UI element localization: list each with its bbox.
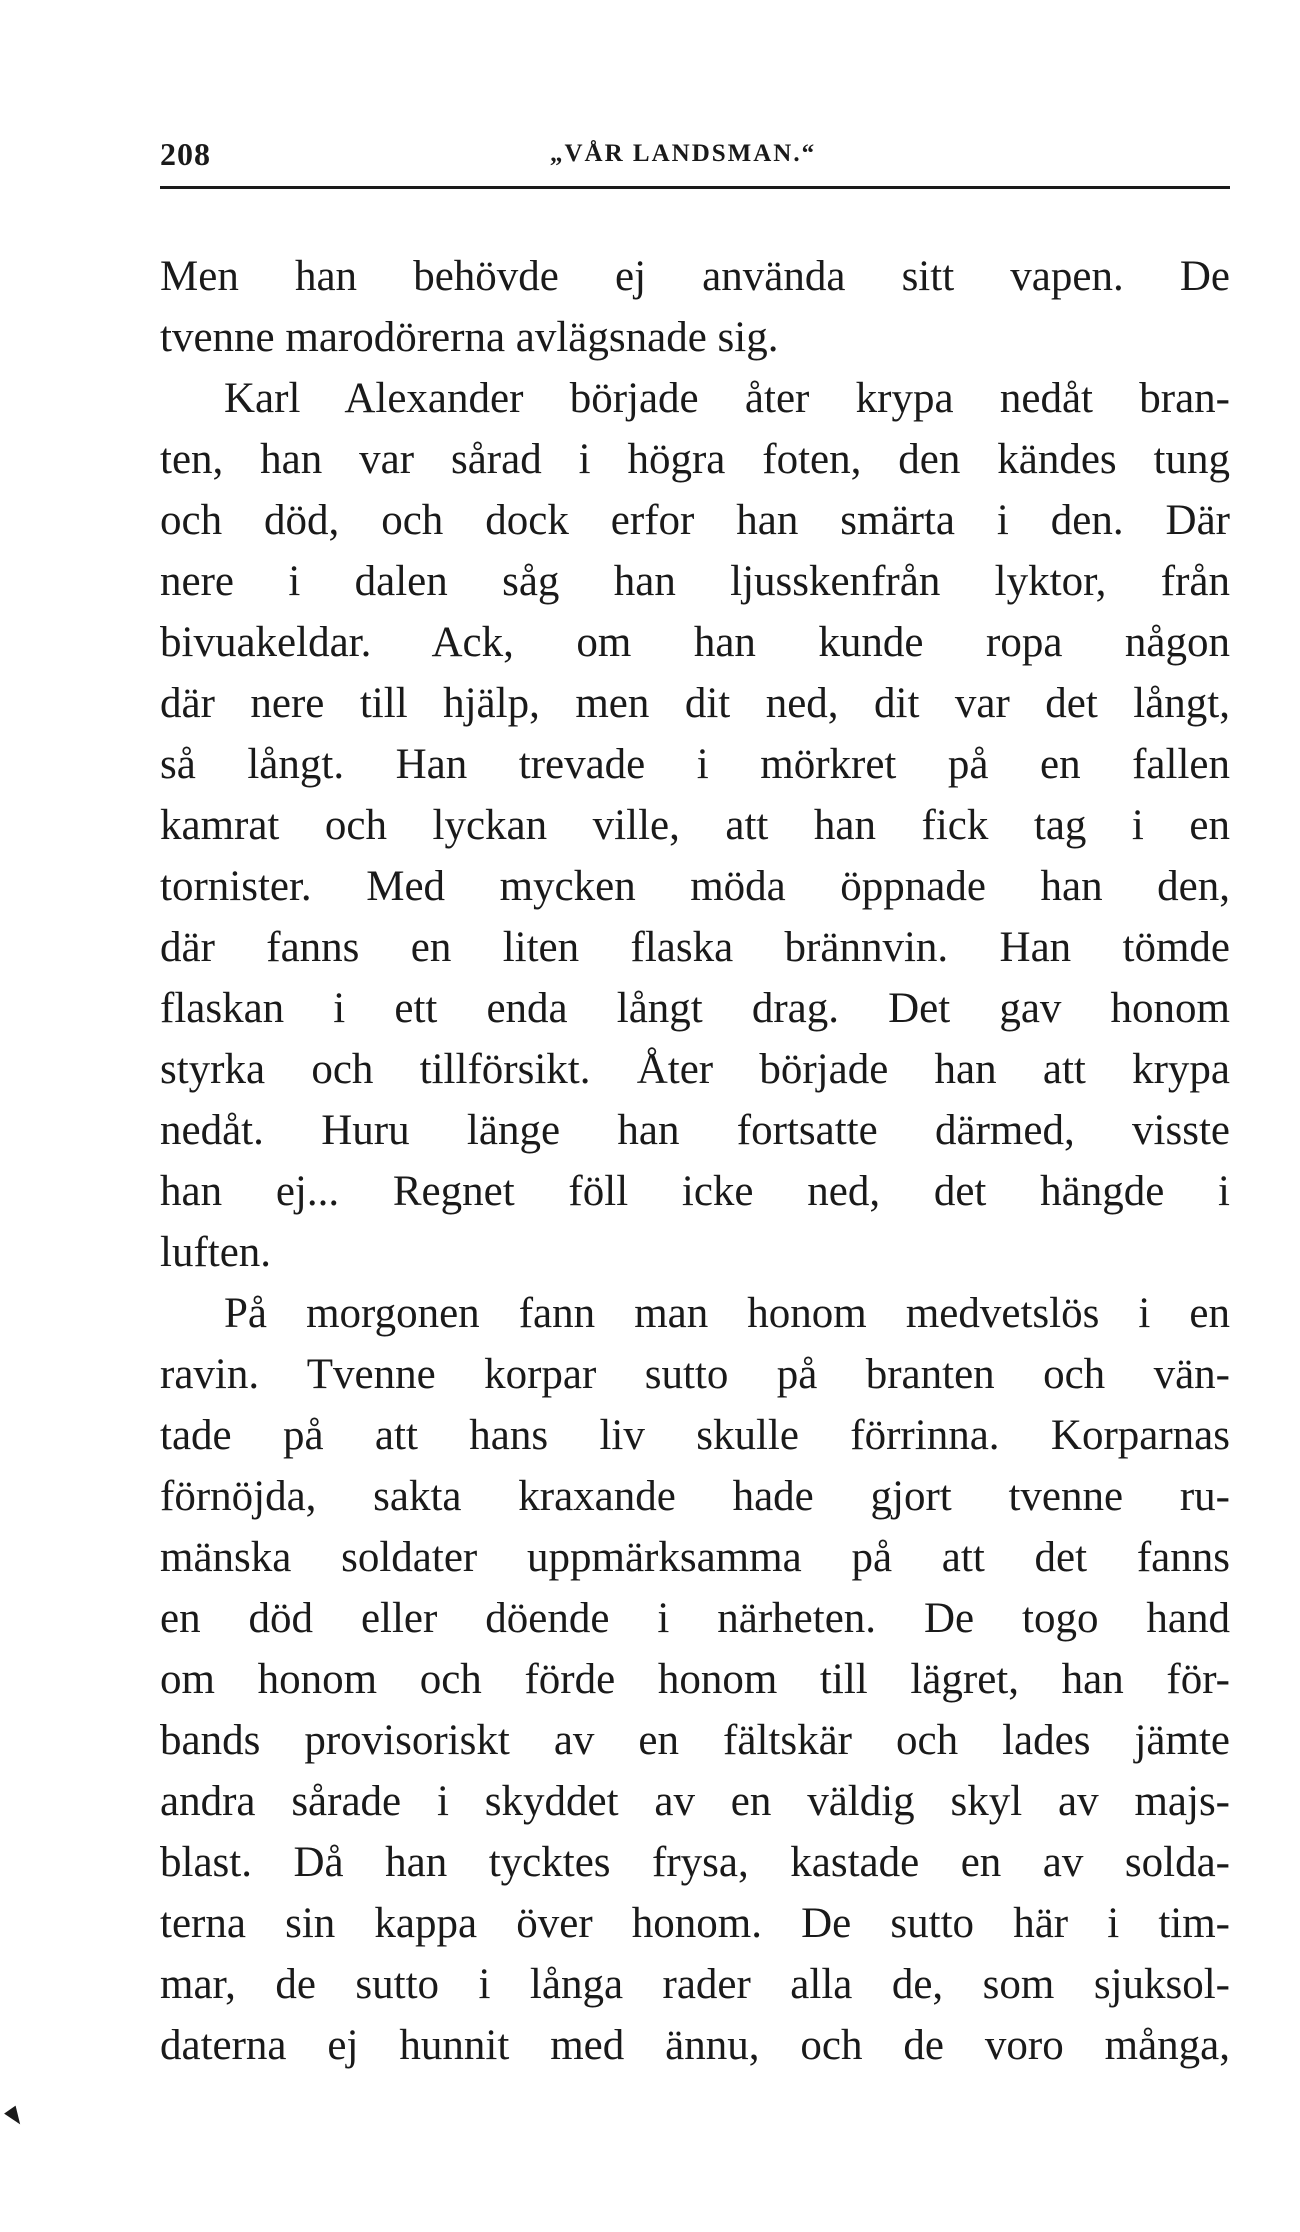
header-rule — [160, 186, 1230, 189]
text-line: styrka och tillförsikt. Åter började han att krypa — [160, 1046, 1230, 1093]
text-line: tornister. Med mycken möda öppnade han den, — [160, 863, 1230, 910]
text-line: nedåt. Huru länge han fortsatte därmed, visste — [160, 1107, 1230, 1154]
text-line: där nere till hjälp, men dit ned, dit var det långt, — [160, 680, 1230, 727]
text-line: ten, han var sårad i högra foten, den kändes tung — [160, 436, 1230, 483]
text-line: På morgonen fann man honom medvetslös i en — [224, 1290, 1230, 1337]
body-text — [160, 246, 1230, 2076]
text-line: bands provisoriskt av en fältskär och lades jämte — [160, 1717, 1230, 1764]
text-line: terna sin kappa över honom. De sutto här i tim- — [160, 1900, 1230, 1947]
text-line: blast. Då han tycktes frysa, kastade en av solda- — [160, 1839, 1230, 1886]
text-line: Men han behövde ej använda sitt vapen. De — [160, 253, 1230, 300]
page-number: 208 — [160, 136, 211, 172]
text-line: kamrat och lyckan ville, att han fick tag i en — [160, 802, 1230, 849]
text-line: han ej... Regnet föll icke ned, det hängde i — [160, 1168, 1230, 1215]
text-line: bivuakeldar. Ack, om han kunde ropa någon — [160, 619, 1230, 666]
text-line: och död, och dock erfor han smärta i den. Där — [160, 497, 1230, 544]
text-line: mänska soldater uppmärksamma på att det fanns — [160, 1534, 1230, 1581]
text-line: Karl Alexander började åter krypa nedåt bran- — [224, 375, 1230, 422]
text-line: om honom och förde honom till lägret, han för- — [160, 1656, 1230, 1703]
text-line: ravin. Tvenne korpar sutto på branten och vän- — [160, 1351, 1230, 1398]
running-title: „VÅR LANDSMAN.“ — [550, 140, 817, 167]
scan-mark — [4, 2106, 26, 2129]
text-line: där fanns en liten flaska brännvin. Han tömde — [160, 924, 1230, 971]
text-line: nere i dalen såg han ljusskenfrån lyktor, från — [160, 558, 1230, 605]
text-line: tvenne marodörerna avlägsnade sig. — [160, 314, 779, 361]
text-line: tade på att hans liv skulle förrinna. Korparnas — [160, 1412, 1230, 1459]
text-line: luften. — [160, 1229, 272, 1276]
text-line: flaskan i ett enda långt drag. Det gav honom — [160, 985, 1230, 1032]
text-line: andra sårade i skyddet av en väldig skyl av majs- — [160, 1778, 1230, 1825]
text-line: en död eller döende i närheten. De togo hand — [160, 1595, 1230, 1642]
text-line: daterna ej hunnit med ännu, och de voro många, — [160, 2022, 1230, 2069]
text-line: så långt. Han trevade i mörkret på en fallen — [160, 741, 1230, 788]
running-head — [160, 136, 1230, 176]
text-line: förnöjda, sakta kraxande hade gjort tvenne ru- — [160, 1473, 1230, 1520]
text-line: mar, de sutto i långa rader alla de, som sjuksol- — [160, 1961, 1230, 2008]
